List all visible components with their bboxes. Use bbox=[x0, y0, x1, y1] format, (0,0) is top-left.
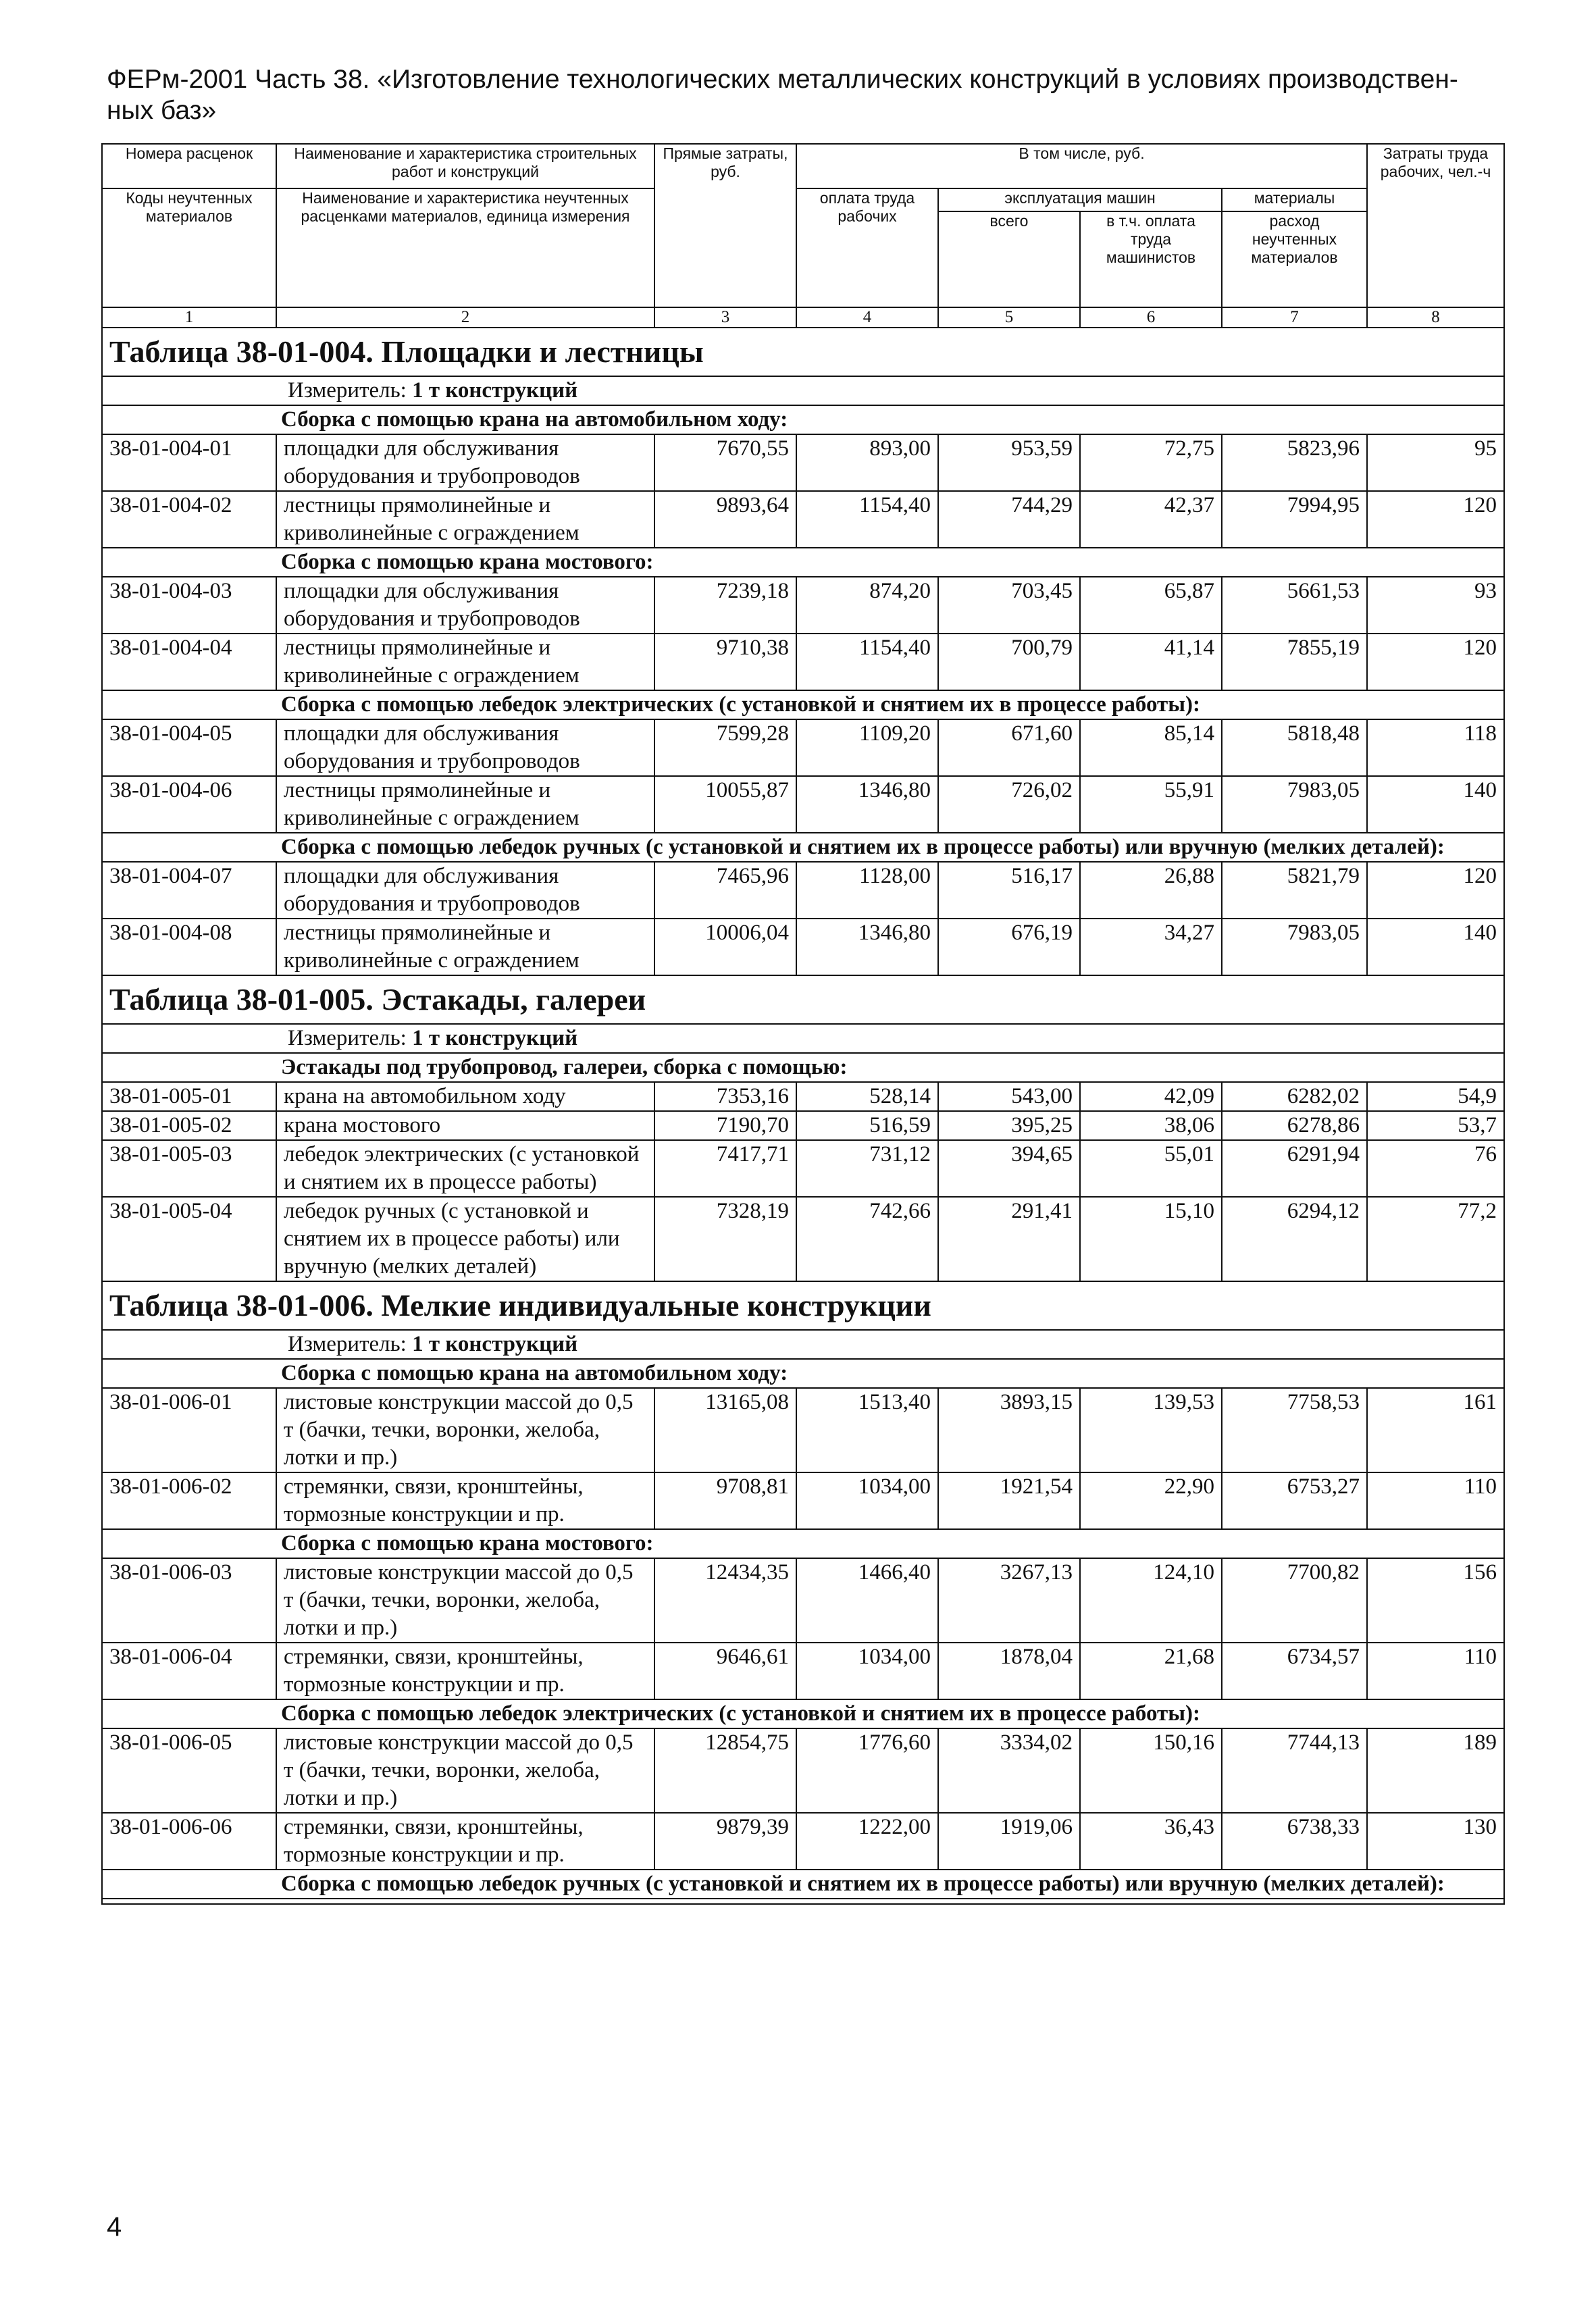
labor-pay: 1109,20 bbox=[796, 719, 938, 776]
meter-value: 1 т конструкций bbox=[412, 378, 578, 403]
work-name: площадки для обслуживания оборудования и трубопроводов bbox=[276, 434, 654, 491]
machines-total: 744,29 bbox=[938, 491, 1080, 548]
direct-costs: 9710,38 bbox=[654, 634, 796, 690]
rate-code: 38-01-006-01 bbox=[102, 1388, 276, 1472]
group-title: Сборка с помощью крана мостового: bbox=[102, 1529, 1504, 1558]
work-name: площадки для обслуживания оборудования и трубопроводов bbox=[276, 862, 654, 919]
labor-hours: 53,7 bbox=[1367, 1111, 1504, 1140]
column-number: 5 bbox=[938, 307, 1080, 328]
rate-code: 38-01-005-03 bbox=[102, 1140, 276, 1197]
rate-code: 38-01-006-04 bbox=[102, 1643, 276, 1699]
meter-row bbox=[102, 1330, 1504, 1359]
group-title: Сборка с помощью лебедок ручных (с установкой и снятием их в процессе работы) или вручную (мелких деталей): bbox=[102, 1870, 1504, 1899]
table-row bbox=[102, 1813, 1504, 1870]
machines-total: 516,17 bbox=[938, 862, 1080, 919]
table-row bbox=[102, 1082, 1504, 1111]
direct-costs: 10055,87 bbox=[654, 776, 796, 833]
group-row bbox=[102, 1870, 1504, 1899]
meter bbox=[288, 1025, 577, 1052]
table-row bbox=[102, 1472, 1504, 1529]
header-machines-total: всего bbox=[938, 211, 1080, 307]
meter-label: Измеритель: bbox=[288, 1332, 407, 1356]
rate-code: 38-01-005-01 bbox=[102, 1082, 276, 1111]
rate-code: 38-01-004-04 bbox=[102, 634, 276, 690]
direct-costs: 7417,71 bbox=[654, 1140, 796, 1197]
header-material-codes: Коды неучтенных материалов bbox=[102, 188, 276, 307]
labor-hours: 118 bbox=[1367, 719, 1504, 776]
material-consumption: 7700,82 bbox=[1222, 1558, 1367, 1643]
header-row-1 bbox=[102, 144, 1504, 188]
direct-costs: 7599,28 bbox=[654, 719, 796, 776]
labor-hours: 93 bbox=[1367, 577, 1504, 634]
machines-total: 3334,02 bbox=[938, 1728, 1080, 1813]
table-end-cell bbox=[102, 1899, 1504, 1904]
group-title: Сборка с помощью крана мостового: bbox=[102, 548, 1504, 577]
header-machinist-pay: в т.ч. оплата труда машинистов bbox=[1080, 211, 1222, 307]
column-number: 4 bbox=[796, 307, 938, 328]
labor-hours: 130 bbox=[1367, 1813, 1504, 1870]
labor-pay: 1034,00 bbox=[796, 1472, 938, 1529]
machinist-pay: 42,09 bbox=[1080, 1082, 1222, 1111]
material-consumption: 6753,27 bbox=[1222, 1472, 1367, 1529]
labor-hours: 140 bbox=[1367, 919, 1504, 975]
rates-table bbox=[101, 143, 1505, 1905]
direct-costs: 9646,61 bbox=[654, 1643, 796, 1699]
column-number: 2 bbox=[276, 307, 654, 328]
direct-costs: 13165,08 bbox=[654, 1388, 796, 1472]
direct-costs: 7190,70 bbox=[654, 1111, 796, 1140]
machines-total: 543,00 bbox=[938, 1082, 1080, 1111]
group-title: Сборка с помощью крана на автомобильном ходу: bbox=[102, 405, 1504, 434]
labor-hours: 54,9 bbox=[1367, 1082, 1504, 1111]
labor-pay: 528,14 bbox=[796, 1082, 938, 1111]
header-material-consumption: расход неучтенных материалов bbox=[1222, 211, 1367, 307]
material-consumption: 5821,79 bbox=[1222, 862, 1367, 919]
table-row bbox=[102, 776, 1504, 833]
direct-costs: 9893,64 bbox=[654, 491, 796, 548]
machinist-pay: 26,88 bbox=[1080, 862, 1222, 919]
table-row bbox=[102, 919, 1504, 975]
rate-code: 38-01-004-05 bbox=[102, 719, 276, 776]
material-consumption: 6291,94 bbox=[1222, 1140, 1367, 1197]
machinist-pay: 41,14 bbox=[1080, 634, 1222, 690]
document-title-line-1: ФЕРм-2001 Часть 38. «Изготовление технологических металлических конструкций в условиях производствен- bbox=[107, 65, 1458, 94]
machinist-pay: 22,90 bbox=[1080, 1472, 1222, 1529]
machines-total: 1878,04 bbox=[938, 1643, 1080, 1699]
column-number: 8 bbox=[1367, 307, 1504, 328]
rate-code: 38-01-004-08 bbox=[102, 919, 276, 975]
group-row bbox=[102, 690, 1504, 719]
material-consumption: 5818,48 bbox=[1222, 719, 1367, 776]
labor-hours: 140 bbox=[1367, 776, 1504, 833]
labor-hours: 76 bbox=[1367, 1140, 1504, 1197]
meter-value: 1 т конструкций bbox=[412, 1332, 578, 1356]
group-row bbox=[102, 1053, 1504, 1082]
meter-row bbox=[102, 1024, 1504, 1053]
group-title: Сборка с помощью лебедок ручных (с установкой и снятием их в процессе работы) или вручную (мелких деталей): bbox=[102, 833, 1504, 862]
header-row-2 bbox=[102, 188, 1504, 211]
direct-costs: 12854,75 bbox=[654, 1728, 796, 1813]
direct-costs: 9708,81 bbox=[654, 1472, 796, 1529]
header-direct-costs: Прямые затраты, руб. bbox=[654, 144, 796, 307]
labor-pay: 516,59 bbox=[796, 1111, 938, 1140]
material-consumption: 7983,05 bbox=[1222, 776, 1367, 833]
machinist-pay: 85,14 bbox=[1080, 719, 1222, 776]
labor-pay: 893,00 bbox=[796, 434, 938, 491]
work-name: площадки для обслуживания оборудования и трубопроводов bbox=[276, 577, 654, 634]
rate-code: 38-01-004-03 bbox=[102, 577, 276, 634]
material-consumption: 6734,57 bbox=[1222, 1643, 1367, 1699]
direct-costs: 7353,16 bbox=[654, 1082, 796, 1111]
work-name: крана мостового bbox=[276, 1111, 654, 1140]
labor-pay: 1154,40 bbox=[796, 491, 938, 548]
work-name: листовые конструкции массой до 0,5 т (бачки, течки, воронки, желоба, лотки и пр.) bbox=[276, 1728, 654, 1813]
machinist-pay: 72,75 bbox=[1080, 434, 1222, 491]
group-row bbox=[102, 1699, 1504, 1728]
work-name: лестницы прямолинейные и криволинейные с ограждением bbox=[276, 491, 654, 548]
machines-total: 1919,06 bbox=[938, 1813, 1080, 1870]
table-title: Таблица 38-01-006. Мелкие индивидуальные конструкции bbox=[102, 1281, 1504, 1330]
rate-code: 38-01-004-02 bbox=[102, 491, 276, 548]
work-name: листовые конструкции массой до 0,5 т (бачки, течки, воронки, желоба, лотки и пр.) bbox=[276, 1558, 654, 1643]
machinist-pay: 124,10 bbox=[1080, 1558, 1222, 1643]
work-name: крана на автомобильном ходу bbox=[276, 1082, 654, 1111]
labor-hours: 110 bbox=[1367, 1472, 1504, 1529]
machinist-pay: 55,01 bbox=[1080, 1140, 1222, 1197]
meter-label: Измеритель: bbox=[288, 378, 407, 403]
direct-costs: 7670,55 bbox=[654, 434, 796, 491]
machines-total: 676,19 bbox=[938, 919, 1080, 975]
column-number: 1 bbox=[102, 307, 276, 328]
direct-costs: 12434,35 bbox=[654, 1558, 796, 1643]
labor-pay: 1776,60 bbox=[796, 1728, 938, 1813]
group-row bbox=[102, 405, 1504, 434]
work-name: стремянки, связи, кронштейны, тормозные конструкции и пр. bbox=[276, 1813, 654, 1870]
labor-hours: 120 bbox=[1367, 491, 1504, 548]
machinist-pay: 21,68 bbox=[1080, 1643, 1222, 1699]
direct-costs: 7465,96 bbox=[654, 862, 796, 919]
table-row bbox=[102, 577, 1504, 634]
material-consumption: 6738,33 bbox=[1222, 1813, 1367, 1870]
work-name: лестницы прямолинейные и криволинейные с ограждением bbox=[276, 776, 654, 833]
material-consumption: 7994,95 bbox=[1222, 491, 1367, 548]
table-end bbox=[102, 1899, 1504, 1904]
header-labor-pay: оплата труда рабочих bbox=[796, 188, 938, 307]
header-in-total: В том числе, руб. bbox=[796, 144, 1367, 188]
meter-cell bbox=[102, 376, 1504, 405]
table-row bbox=[102, 1643, 1504, 1699]
labor-pay: 874,20 bbox=[796, 577, 938, 634]
machinist-pay: 65,87 bbox=[1080, 577, 1222, 634]
labor-pay: 1346,80 bbox=[796, 776, 938, 833]
group-title: Эстакады под трубопровод, галереи, сборка с помощью: bbox=[102, 1053, 1504, 1082]
machines-total: 1921,54 bbox=[938, 1472, 1080, 1529]
material-consumption: 7855,19 bbox=[1222, 634, 1367, 690]
work-name: лебедок электрических (с установкой и снятием их в процессе работы) bbox=[276, 1140, 654, 1197]
column-numbers-row bbox=[102, 307, 1504, 328]
document-title bbox=[107, 64, 1512, 126]
machines-total: 291,41 bbox=[938, 1197, 1080, 1281]
work-name: листовые конструкции массой до 0,5 т (бачки, течки, воронки, желоба, лотки и пр.) bbox=[276, 1388, 654, 1472]
header-machines: эксплуатация машин bbox=[938, 188, 1222, 211]
group-row bbox=[102, 833, 1504, 862]
material-consumption: 7983,05 bbox=[1222, 919, 1367, 975]
work-name: лебедок ручных (с установкой и снятием их в процессе работы) или вручную (мелких деталей) bbox=[276, 1197, 654, 1281]
machinist-pay: 38,06 bbox=[1080, 1111, 1222, 1140]
material-consumption: 5823,96 bbox=[1222, 434, 1367, 491]
rate-code: 38-01-006-05 bbox=[102, 1728, 276, 1813]
machines-total: 700,79 bbox=[938, 634, 1080, 690]
meter bbox=[288, 1331, 577, 1358]
header-name: Наименование и характеристика строительных работ и конструкций bbox=[276, 144, 654, 188]
work-name: лестницы прямолинейные и криволинейные с ограждением bbox=[276, 919, 654, 975]
table-row bbox=[102, 1388, 1504, 1472]
machinist-pay: 55,91 bbox=[1080, 776, 1222, 833]
table-row bbox=[102, 491, 1504, 548]
labor-hours: 161 bbox=[1367, 1388, 1504, 1472]
labor-pay: 731,12 bbox=[796, 1140, 938, 1197]
rate-code: 38-01-005-02 bbox=[102, 1111, 276, 1140]
group-row bbox=[102, 1359, 1504, 1388]
header-labor-hours: Затраты труда рабочих, чел.-ч bbox=[1367, 144, 1504, 307]
column-number: 6 bbox=[1080, 307, 1222, 328]
labor-hours: 189 bbox=[1367, 1728, 1504, 1813]
material-consumption: 6294,12 bbox=[1222, 1197, 1367, 1281]
page-number: 4 bbox=[107, 2212, 122, 2242]
labor-hours: 77,2 bbox=[1367, 1197, 1504, 1281]
table-row bbox=[102, 719, 1504, 776]
table-row bbox=[102, 1197, 1504, 1281]
work-name: стремянки, связи, кронштейны, тормозные конструкции и пр. bbox=[276, 1472, 654, 1529]
document-title-line-2: ных баз» bbox=[107, 96, 217, 125]
table-title-row bbox=[102, 328, 1504, 376]
table-row bbox=[102, 634, 1504, 690]
group-title: Сборка с помощью крана на автомобильном ходу: bbox=[102, 1359, 1504, 1388]
rate-code: 38-01-004-06 bbox=[102, 776, 276, 833]
rate-code: 38-01-004-07 bbox=[102, 862, 276, 919]
machinist-pay: 42,37 bbox=[1080, 491, 1222, 548]
table-title: Таблица 38-01-005. Эстакады, галереи bbox=[102, 975, 1504, 1024]
meter-cell bbox=[102, 1024, 1504, 1053]
labor-pay: 1034,00 bbox=[796, 1643, 938, 1699]
labor-pay: 1346,80 bbox=[796, 919, 938, 975]
material-consumption: 5661,53 bbox=[1222, 577, 1367, 634]
direct-costs: 10006,04 bbox=[654, 919, 796, 975]
labor-pay: 742,66 bbox=[796, 1197, 938, 1281]
meter-row bbox=[102, 376, 1504, 405]
rate-code: 38-01-006-03 bbox=[102, 1558, 276, 1643]
group-title: Сборка с помощью лебедок электрических (с установкой и снятием их в процессе работы): bbox=[102, 690, 1504, 719]
labor-hours: 120 bbox=[1367, 634, 1504, 690]
table-title-row bbox=[102, 1281, 1504, 1330]
table-row bbox=[102, 862, 1504, 919]
labor-pay: 1222,00 bbox=[796, 1813, 938, 1870]
direct-costs: 7239,18 bbox=[654, 577, 796, 634]
direct-costs: 9879,39 bbox=[654, 1813, 796, 1870]
machines-total: 703,45 bbox=[938, 577, 1080, 634]
table-row bbox=[102, 1140, 1504, 1197]
header-codes: Номера расценок bbox=[102, 144, 276, 188]
labor-pay: 1128,00 bbox=[796, 862, 938, 919]
group-row bbox=[102, 548, 1504, 577]
group-row bbox=[102, 1529, 1504, 1558]
header-materials: материалы bbox=[1222, 188, 1367, 211]
table-row bbox=[102, 1728, 1504, 1813]
machines-total: 726,02 bbox=[938, 776, 1080, 833]
table-row bbox=[102, 1558, 1504, 1643]
meter-cell bbox=[102, 1330, 1504, 1359]
header-material-name: Наименование и характеристика неучтенных расценками материалов, единица измерения bbox=[276, 188, 654, 307]
rate-code: 38-01-006-02 bbox=[102, 1472, 276, 1529]
labor-hours: 156 bbox=[1367, 1558, 1504, 1643]
machines-total: 671,60 bbox=[938, 719, 1080, 776]
machines-total: 394,65 bbox=[938, 1140, 1080, 1197]
table-title-row bbox=[102, 975, 1504, 1024]
machines-total: 953,59 bbox=[938, 434, 1080, 491]
work-name: стремянки, связи, кронштейны, тормозные конструкции и пр. bbox=[276, 1643, 654, 1699]
work-name: лестницы прямолинейные и криволинейные с ограждением bbox=[276, 634, 654, 690]
meter-label: Измеритель: bbox=[288, 1026, 407, 1050]
machinist-pay: 36,43 bbox=[1080, 1813, 1222, 1870]
machines-total: 395,25 bbox=[938, 1111, 1080, 1140]
direct-costs: 7328,19 bbox=[654, 1197, 796, 1281]
rate-code: 38-01-005-04 bbox=[102, 1197, 276, 1281]
rate-code: 38-01-004-01 bbox=[102, 434, 276, 491]
table-row bbox=[102, 434, 1504, 491]
labor-pay: 1154,40 bbox=[796, 634, 938, 690]
machines-total: 3267,13 bbox=[938, 1558, 1080, 1643]
material-consumption: 7758,53 bbox=[1222, 1388, 1367, 1472]
group-title: Сборка с помощью лебедок электрических (с установкой и снятием их в процессе работы): bbox=[102, 1699, 1504, 1728]
work-name: площадки для обслуживания оборудования и трубопроводов bbox=[276, 719, 654, 776]
machinist-pay: 139,53 bbox=[1080, 1388, 1222, 1472]
table-row bbox=[102, 1111, 1504, 1140]
machinist-pay: 15,10 bbox=[1080, 1197, 1222, 1281]
material-consumption: 6278,86 bbox=[1222, 1111, 1367, 1140]
machinist-pay: 34,27 bbox=[1080, 919, 1222, 975]
labor-hours: 120 bbox=[1367, 862, 1504, 919]
column-number: 7 bbox=[1222, 307, 1367, 328]
machinist-pay: 150,16 bbox=[1080, 1728, 1222, 1813]
material-consumption: 6282,02 bbox=[1222, 1082, 1367, 1111]
labor-hours: 110 bbox=[1367, 1643, 1504, 1699]
meter-value: 1 т конструкций bbox=[412, 1026, 578, 1050]
table-title: Таблица 38-01-004. Площадки и лестницы bbox=[102, 328, 1504, 376]
meter bbox=[288, 377, 577, 404]
rate-code: 38-01-006-06 bbox=[102, 1813, 276, 1870]
material-consumption: 7744,13 bbox=[1222, 1728, 1367, 1813]
labor-hours: 95 bbox=[1367, 434, 1504, 491]
machines-total: 3893,15 bbox=[938, 1388, 1080, 1472]
labor-pay: 1466,40 bbox=[796, 1558, 938, 1643]
labor-pay: 1513,40 bbox=[796, 1388, 938, 1472]
column-number: 3 bbox=[654, 307, 796, 328]
